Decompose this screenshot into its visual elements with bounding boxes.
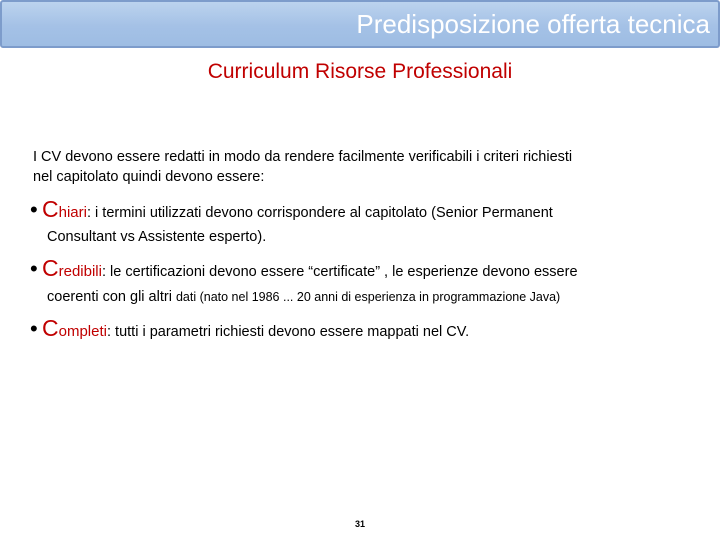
bullet-text: : tutti i parametri richiesti devono essere mappati nel CV.	[106, 324, 470, 340]
page-number: 31	[354, 519, 365, 529]
keyword-rest: ompleti	[58, 323, 107, 340]
slide-subtitle: Curriculum Risorse Professionali	[207, 60, 513, 83]
bullet-credibili	[30, 255, 578, 282]
bullet-credibili-continuation	[47, 289, 560, 305]
bullet-marker: •	[30, 197, 38, 222]
continuation-note: dati (nato nel 1986 ... 20 anni di esperienza in programmazione Java)	[175, 290, 561, 304]
bullet-marker: •	[30, 316, 38, 341]
keyword-rest: redibili	[58, 263, 102, 280]
continuation-text: coerenti con gli altri	[47, 289, 176, 305]
bullet-completi	[30, 315, 469, 342]
intro-line-2: nel capitolato quindi devono essere:	[33, 169, 265, 185]
bullet-chiari	[30, 196, 553, 223]
bullet-keyword	[42, 315, 107, 341]
title-banner	[0, 0, 720, 48]
keyword-initial: C	[42, 255, 59, 281]
bullet-text: : le certificazioni devono essere “certificate” , le esperienze devono essere	[101, 264, 578, 280]
bullet-keyword	[42, 196, 87, 222]
intro-line-1: I CV devono essere redatti in modo da rendere facilmente verificabili i criteri richiesti	[33, 149, 573, 165]
bullet-text: : i termini utilizzati devono corrispondere al capitolato (Senior Permanent	[86, 205, 553, 221]
keyword-rest: hiari	[58, 204, 87, 221]
bullet-chiari-continuation: Consultant vs Assistente esperto).	[47, 229, 267, 245]
keyword-initial: C	[42, 196, 59, 222]
bullet-marker: •	[30, 256, 38, 281]
bullet-keyword	[42, 255, 102, 281]
keyword-initial: C	[42, 315, 59, 341]
intro-paragraph	[33, 147, 693, 187]
slide-title: Predisposizione offerta tecnica	[356, 9, 710, 39]
